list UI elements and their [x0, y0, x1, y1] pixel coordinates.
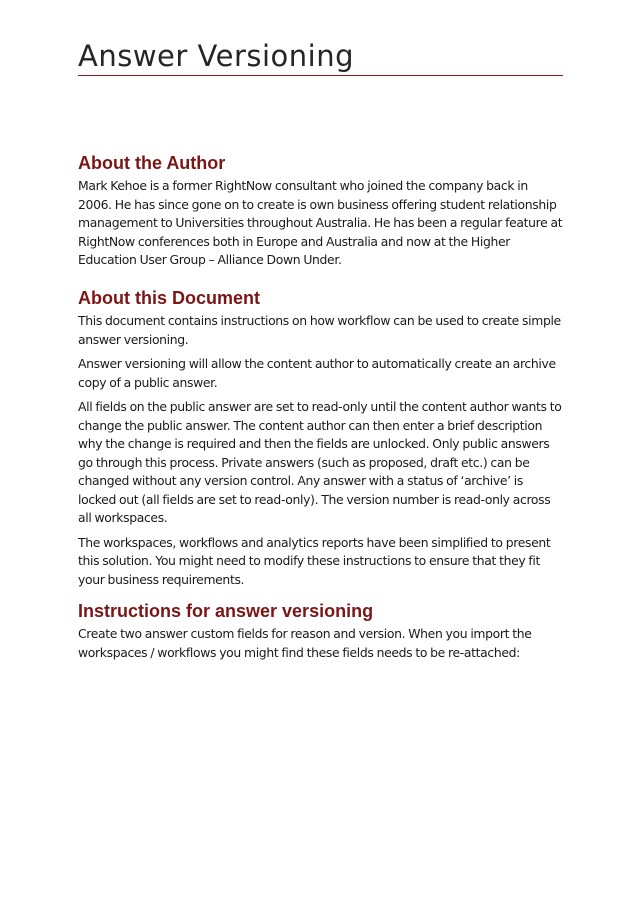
instructions-heading: Instructions for answer versioning — [78, 601, 374, 621]
about-author-section — [78, 152, 564, 276]
about-document-paragraph-4: The workspaces, workflows and analytics reports have been simplified to present this solution. You might need to modify these instructions to ensure that they fit your business requirements. — [78, 534, 551, 587]
instructions-section — [78, 600, 564, 668]
about-document-heading: About this Document — [78, 288, 260, 308]
instructions-paragraph: Create two answer custom fields for reason and version. When you import the workspaces / workflows you might find these fields needs to be re-attached: — [78, 626, 532, 660]
about-author-paragraph: Mark Kehoe is a former RightNow consultant who joined the company back in 2006. He has since gone on to create is own business offering student relationship management to Universities throughout Australia. He has been a regular feature at RightNow conferences both in Europe and Australia and now at the Higher Education User Group – Alliance Down Under. — [78, 178, 563, 267]
about-document-paragraph-2: Answer versioning will allow the content author to automatically create an archive copy of a public answer. — [78, 356, 556, 390]
about-document-paragraph-1: This document contains instructions on how workflow can be used to create simple answer versioning. — [78, 313, 561, 347]
about-document-paragraph-3: All fields on the public answer are set to read-only until the content author wants to change the public answer. The content author can then enter a brief description why the change is required and then the fields are unlocked. Only public answers go through this process. Private answers (such as proposed, draft etc.) can be changed without any version control. Any answer with a status of ‘archive’ is locked out (all fields are set to read-only). The version number is read-only across all workspaces. — [78, 399, 562, 525]
about-document-section — [78, 287, 564, 595]
title-divider — [78, 75, 563, 76]
document-title: Answer Versioning — [78, 39, 355, 73]
about-author-heading: About the Author — [78, 153, 226, 173]
